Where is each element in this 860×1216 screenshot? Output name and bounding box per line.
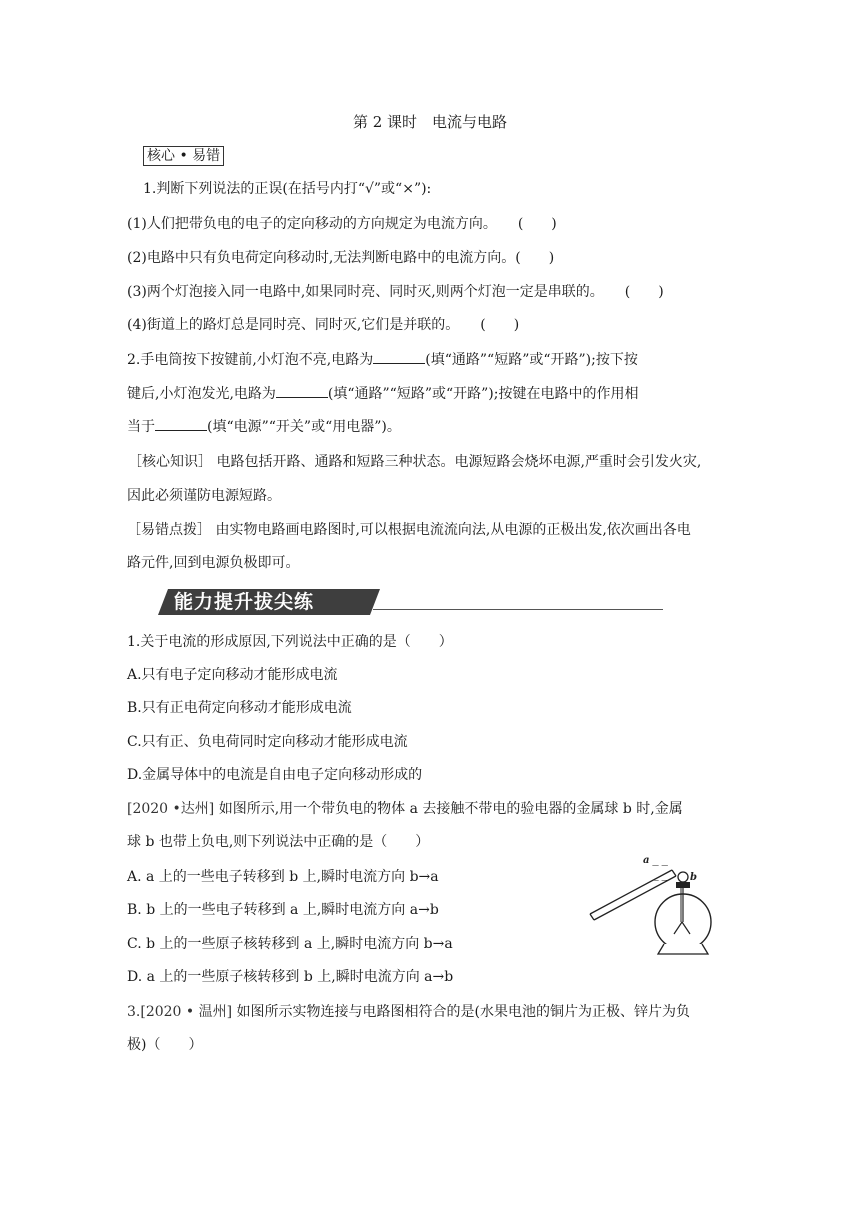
p2-option-c: C. b 上的一些原子核转移到 a 上,瞬时电流方向 b→a	[127, 936, 453, 952]
metal-ball	[678, 872, 688, 882]
answer-blank[interactable]	[373, 349, 425, 364]
q2-line-3	[127, 416, 401, 437]
p2-option-b: B. b 上的一些电子转移到 a 上,瞬时电流方向 a→b	[127, 902, 439, 918]
rod-label: a	[643, 855, 650, 866]
p3-stem-text: 如图所示实物连接与电路图相符合的是(水果电池的铜片为正极、锌片为负	[236, 1004, 690, 1020]
q2-text: 键后,小灯泡发光,电路为	[127, 386, 276, 402]
p1-option-b: B.只有正电荷定向移动才能形成电流	[127, 700, 352, 716]
foil-leaf	[674, 922, 682, 934]
p2-option-a: A. a 上的一些电子转移到 b 上,瞬时电流方向 b→a	[127, 869, 439, 885]
p1-stem: 1.关于电流的形成原因,下列说法中正确的是（ ）	[127, 634, 453, 650]
q1-item-1: (1)人们把带负电的电子的定向移动的方向规定为电流方向。 ( )	[127, 216, 557, 232]
q2-line-2	[127, 383, 639, 404]
jar-base	[658, 944, 708, 954]
banner-title: 能力提升拔尖练	[174, 591, 315, 613]
answer-blank[interactable]	[155, 416, 207, 431]
p3-source: 3.[2020 • 温州]	[127, 1004, 233, 1020]
q2-text: 2.手电筒按下按键前,小灯泡不亮,电路为	[127, 352, 374, 368]
section-banner	[158, 587, 663, 619]
lesson-title: 第 2 课时 电流与电路	[352, 113, 508, 131]
p3-stem-line-2: 极)（ ）	[127, 1037, 203, 1053]
core-knowledge-line-1: ［核心知识］ 电路包括开路、通路和短路三种状态。电源短路会烧坏电源,严重时会引发火灾,	[128, 454, 702, 470]
p2-stem-text: 如图所示,用一个带负电的物体 a 去接触不带电的验电器的金属球 b 时,金属	[218, 801, 683, 817]
q1-stem: 1.判断下列说法的正误(在括号内打“√”或“×”):	[143, 181, 432, 197]
answer-blank[interactable]	[276, 383, 328, 398]
banner-rule	[373, 609, 663, 610]
charged-rod	[590, 861, 676, 920]
electroscope-figure	[586, 850, 726, 965]
q1-item-3: (3)两个灯泡接入同一电路中,如果同时亮、同时灭,则两个灯泡一定是串联的。 ( )	[127, 284, 664, 300]
error-tip-line-2: 路元件,回到电源负极即可。	[127, 555, 300, 571]
q2-line-1	[127, 349, 638, 370]
q1-item-2: (2)电路中只有负电荷定向移动时,无法判断电路中的电流方向。( )	[127, 250, 555, 266]
p2-stem-line-1	[127, 799, 683, 819]
section-core-label: 核心 • 易错	[143, 146, 224, 166]
p1-option-d: D.金属导体中的电流是自由电子定向移动形成的	[127, 767, 423, 783]
p3-stem-line-1	[127, 1002, 690, 1022]
p2-source: [2020 •达州]	[127, 801, 215, 817]
q2-text: 当于	[127, 419, 155, 435]
p1-option-a: A.只有电子定向移动才能形成电流	[127, 667, 338, 683]
q2-text: (填“通路”“短路”或“开路”);按键在电路中的作用相	[327, 386, 639, 402]
p2-stem-line-2: 球 b 也带上负电,则下列说法中正确的是（ ）	[127, 834, 430, 850]
q1-item-4: (4)街道上的路灯总是同时亮、同时灭,它们是并联的。 ( )	[127, 317, 520, 333]
error-tip-line-1: ［易错点拨］ 由实物电路画电路图时,可以根据电流流向法,从电源的正极出发,依次画出各电	[127, 522, 691, 538]
stopper	[676, 882, 690, 888]
p1-option-c: C.只有正、负电荷同时定向移动才能形成电流	[127, 734, 408, 750]
foil-leaf	[682, 922, 690, 934]
q2-text: (填“电源”“开关”或“用电器”)。	[207, 419, 401, 435]
p2-option-d: D. a 上的一些原子核转移到 b 上,瞬时电流方向 a→b	[127, 969, 454, 985]
ball-label: b	[690, 872, 697, 883]
svg-text:— —: — —	[652, 876, 669, 884]
svg-text:— —: — —	[652, 861, 669, 869]
q2-text: (填“通路”“短路”或“开路”);按下按	[425, 352, 638, 368]
core-knowledge-line-2: 因此必须谨防电源短路。	[127, 488, 281, 504]
